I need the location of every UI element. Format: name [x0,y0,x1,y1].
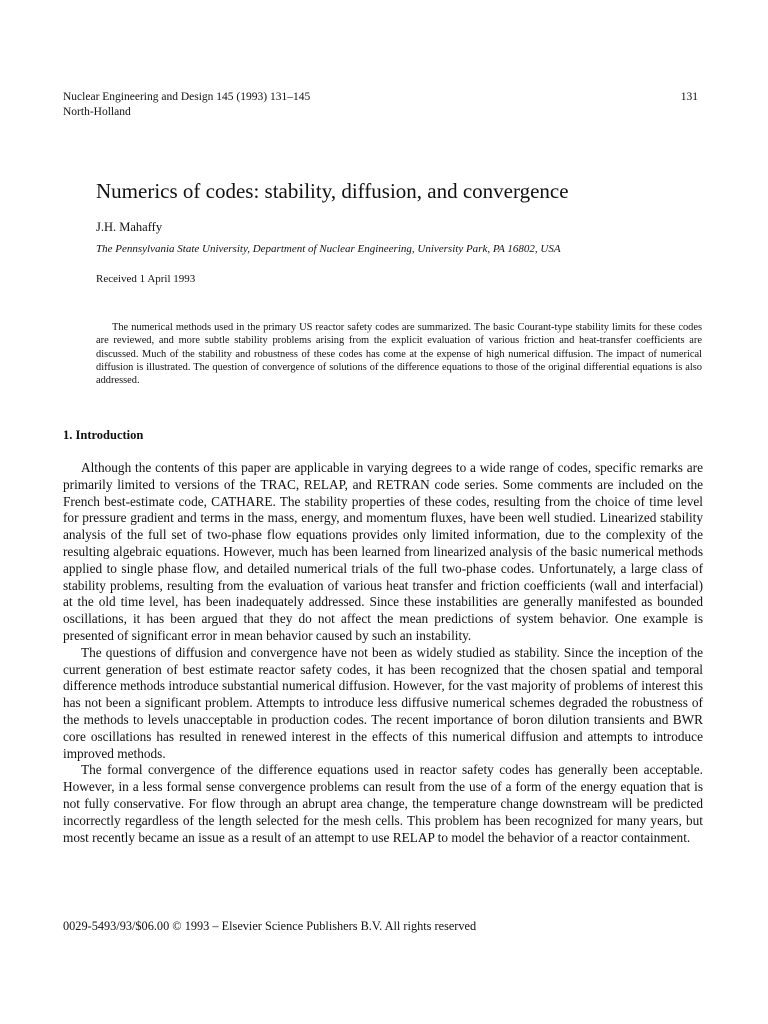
article-author: J.H. Mahaffy [96,220,163,234]
abstract: The numerical methods used in the primary US reactor safety codes are summarized. The basic Courant-type stability limits for these codes are reviewed, and more subtle stability problems arising from the explicit evaluation of various friction and heat-transfer coefficients are discussed. Much of the stability and robustness of these codes has come at the expense of high numerical diffusion. The impact of numerical diffusion is illustrated. The question of convergence of solutions of the difference equations to those of the original differential equations is also addressed. [96,322,702,387]
section-heading: 1. Introduction [63,428,144,442]
copyright-line: 0029-5493/93/$06.00 © 1993 – Elsevier Science Publishers B.V. All rights reserved [63,919,477,933]
article-title: Numerics of codes: stability, diffusion, and convergence [96,179,569,203]
body-paragraph-1: Although the contents of this paper are applicable in varying degrees to a wide range of codes, specific remarks are primarily limited to versions of the TRAC, RELAP, and RETRAN code series. Some comments are included on the French best-estimate code, CATHARE. The stability properties of these codes, resulting from the choice of time level for pressure gradient and terms in the mass, energy, and momentum fluxes, have been well studied. Linearized stability analysis of the full set of two-phase flow equations provides only limited information, due to the complexity of the resulting algebraic equations. However, much has been learned from linearized analysis of the basic numerical methods applied to single phase flow, and detailed numerical trials of the full two-phase codes. Unfortunately, a large class of stability problems, resulting from the evaluation of various heat transfer and friction coefficients (wall and interfacial) at the old time level, has been inadequately addressed. Since these instabilities are generally manifested as bounded oscillations, it has been argued that they do not affect the mean predictions of system behavior. One example is presented of significant error in mean behavior caused by such an instability. [63,460,703,643]
section-body [63,460,703,846]
body-paragraph-2: The questions of diffusion and convergence have not been as widely studied as stability. Since the inception of the current generation of best estimate reactor safety codes, it has been recognized that the chosen spatial and temporal difference methods introduce substantial numerical diffusion. However, for the vast majority of problems of interest this has not been a significant problem. Attempts to introduce less diffusive numerical schemes degraded the robustness of the methods to levels unacceptable in production codes. The recent importance of boron dilution transients and BWR core oscillations has resulted in renewed interest in the effects of this numerical diffusion and attempts to introduce improved methods. [63,644,703,761]
received-date: Received 1 April 1993 [96,273,196,285]
journal-name-line: Nuclear Engineering and Design 145 (1993) 131–145 [63,91,311,103]
page-number: 131 [680,91,698,103]
author-affiliation: The Pennsylvania State University, Department of Nuclear Engineering, University Park, PA 16802, USA [96,243,561,255]
journal-citation [63,90,310,120]
publisher-line: North-Holland [63,106,131,118]
body-paragraph-3: The formal convergence of the difference equations used in reactor safety codes has generally been acceptable. However, in a less formal sense convergence problems can result from the use of a form of the energy equation that is not fully conservative. For flow through an abrupt area change, the temperature change downstream will be predicted incorrectly regardless of the length selected for the mesh cells. This problem has been recognized for many years, but most recently became an issue as a result of an attempt to use RELAP to model the behavior of a reactor containment. [63,762,703,845]
